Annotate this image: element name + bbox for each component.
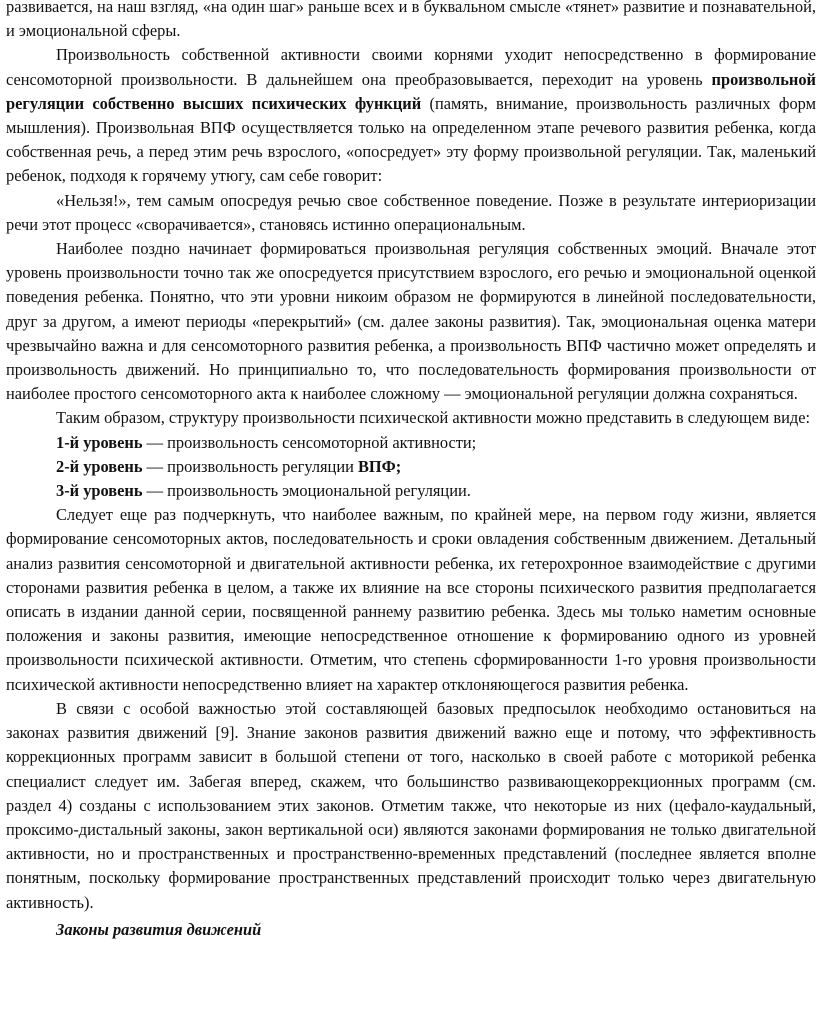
level-text: — произвольность сенсомоторной активности; — [142, 432, 477, 452]
level-item — [6, 479, 816, 503]
section-heading: Законы развития движений — [56, 919, 262, 939]
paragraph-sensorimotor: Следует еще раз подчеркнуть, что наиболее важным, по крайней мере, на первом году жизни, является формирование сенсомоторных актов, последовательность и сроки овладения собственным движением. Детальный анализ развития сенсомоторной и двигательной активности ребенка, их гетерохронное взаимодействие с другими сторонами развития ребенка в целом, а также их влияние на все стороны психического развития предполагается описать в издании данной серии, посвященной раннему развитию ребенка. Здесь мы только наметим основные положения и законы развития, имеющие непосредственное отношение к формированию одного из уровней произвольности психической активности. Отметим, что степень сформированности 1-го уровня произвольности психической активности непосредственно влияет на характер отклоняющегося развития ребенка. — [6, 505, 816, 694]
level-item — [6, 455, 816, 479]
paragraph-arbitrariness-roots — [6, 43, 816, 188]
bold-term: произвольной регуляции собственно высших психических функций — [6, 69, 816, 113]
paragraph-text: Произвольность собственной активности своими корнями уходит непосредственно в формирование сенсомоторной произвольности. В дальнейшем она преобразовывается, переходит на уровень — [6, 45, 816, 89]
level-text: — произвольность регуляции — [142, 456, 358, 476]
paragraph-emotions: Наиболее поздно начинает формироваться произвольная регуляция собственных эмоций. Вначале этот уровень произвольности точно так же опосредуется присутствием взрослого, его речью и эмоциональной оценкой поведения ребенка. Понятно, что эти уровни никоим образом не формируются в линейной последовательности, друг за другом, а имеют периоды «перекрытий» (см. далее законы развития). Так, эмоциональная оценка матери чрезвычайно важна и для сенсомоторного развития ребенка, а произвольность ВПФ частично может определять и произвольность движений. Но принципиально то, что последовательность формирования произвольности от наиболее простого сенсомоторного акта к наиболее сложному — эмоциональной регуляции должна сохраняться. — [6, 239, 816, 404]
paragraph-continuation: развивается, на наш взгляд, «на один шаг» раньше всех и в буквальном смысле «тянет» развитие и познавательной, и эмоциональной сферы. — [6, 0, 816, 41]
level-label: 3-й уровень — [56, 481, 143, 501]
level-bold-tail: ВПФ; — [357, 456, 402, 476]
paragraph-motion-laws: В связи с особой важностью этой составляющей базовых предпосылок необходимо остановиться на законах развития движений [9]. Знание законов развития движений важно еще и потому, что эффективность коррекционных программ зависит в большой степени от того, насколько в своей работе с моторикой ребенка специалист следует им. Забегая вперед, скажем, что большинство развивающекоррекционных программ (см. раздел 4) созданы с использованием этих законов. Отметим также, что некоторые из них (цефало-каудальный, проксимо-дистальный законы, закон вертикальной оси) являются законами формирования не только двигательной активности, но и пространственных и пространственно-временных представлений (последнее является вполне понятным, поскольку формирование пространственных представлений происходит только через двигательную активность). — [6, 698, 816, 912]
paragraph-nelzya: «Нельзя!», тем самым опосредуя речью свое собственное поведение. Позже в результате интериоризации речи этот процесс «сворачивается», становясь истинно операциональным. — [6, 190, 816, 234]
document-page — [6, 0, 816, 942]
level-text: — произвольность эмоциональной регуляции. — [142, 481, 471, 501]
level-label: 2-й уровень — [56, 456, 143, 476]
level-item — [6, 431, 816, 455]
paragraph-text: (память, внимание, произвольность различных форм мышления). Произвольная ВПФ осуществляется только на определенном этапе речевого развития ребенка, когда собственная речь, а перед этим речь взрослого, «опосредует» эту форму произвольной регуляции. Так, маленький ребенок, подходя к горячему утюгу, сам себе говорит: — [6, 93, 816, 186]
level-label: 1-й уровень — [56, 432, 143, 452]
paragraph-structure-intro: Таким образом, структуру произвольности психической активности можно представить в следующем виде: — [56, 408, 811, 428]
